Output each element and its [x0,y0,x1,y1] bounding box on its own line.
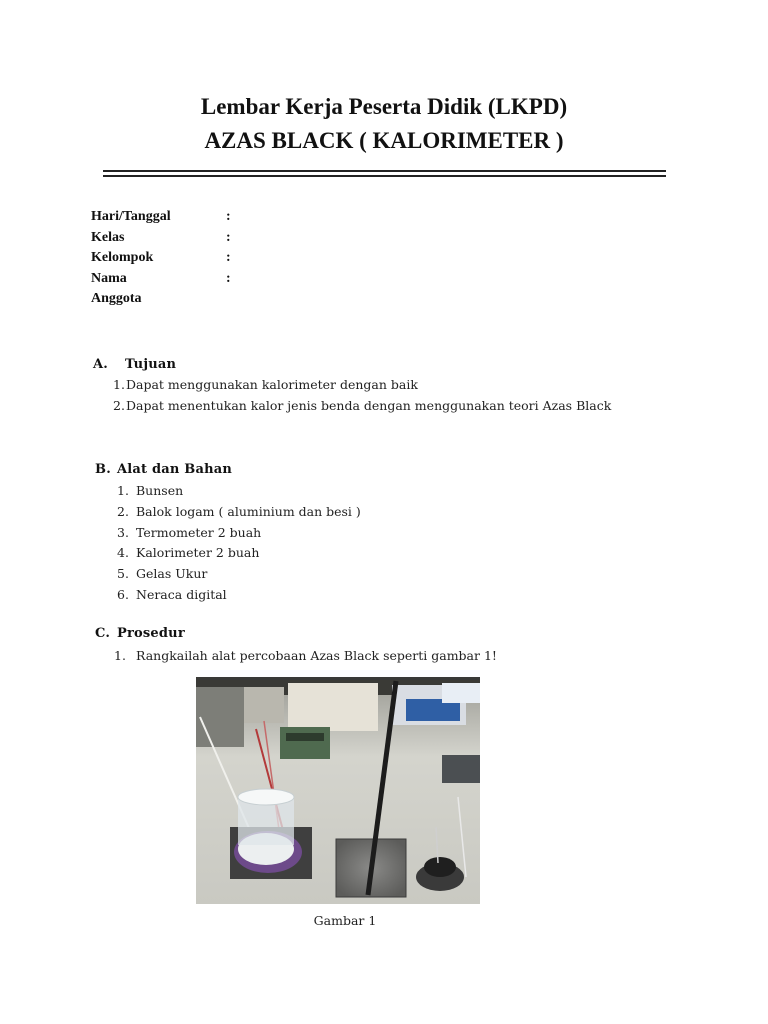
info-colon: : [226,229,231,245]
item-text: Neraca digital [136,586,227,602]
info-label: Nama Anggota [91,270,142,306]
section-letter: A. [93,357,109,372]
info-label: Kelompok [91,250,154,265]
apparatus-photo-illustration [196,677,480,904]
info-colon: : [226,250,231,265]
title-divider-bottom [103,175,666,177]
item-text: Dapat menentukan kalor jenis benda dengan menggunakan teori Azas Black [126,397,612,413]
item-number: 6. [117,586,129,602]
item-number: 1. [114,648,126,663]
section-title: Alat dan Bahan [117,462,233,477]
item-text: Dapat menggunakan kalorimeter dengan baik [126,377,418,392]
figure-caption: Gambar 1 [313,913,377,928]
item-number: 2. [113,397,125,413]
info-label: Hari/Tanggal [91,209,171,224]
section-a-heading [93,357,176,372]
item-number: 2. [117,503,129,519]
apparatus-photo [196,677,480,904]
document-subtitle: AZAS BLACK ( KALORIMETER ) [204,128,564,153]
item-number: 5. [117,566,129,582]
info-colon: : [226,270,231,286]
item-text: Gelas Ukur [136,566,208,582]
section-title: Prosedur [117,626,185,641]
section-letter: B. [95,462,111,477]
item-text: Kalorimeter 2 buah [136,545,260,561]
section-title: Tujuan [125,357,177,372]
section-c-heading [95,626,185,641]
item-number: 4. [117,545,129,561]
item-text: Balok logam ( aluminium dan besi ) [136,503,361,519]
item-text: Rangkailah alat percobaan Azas Black seperti gambar 1! [136,648,497,663]
item-number: 1. [113,377,125,392]
item-number: 3. [117,524,129,540]
title-divider-top [103,170,666,172]
section-b-heading [95,462,232,477]
item-text: Termometer 2 buah [136,524,262,540]
section-letter: C. [95,626,111,641]
document-title: Lembar Kerja Peserta Didik (LKPD) [200,94,568,119]
item-text: Bunsen [136,483,184,498]
info-colon: : [226,209,231,224]
item-number: 1. [117,483,129,498]
info-label: Kelas [91,229,125,245]
